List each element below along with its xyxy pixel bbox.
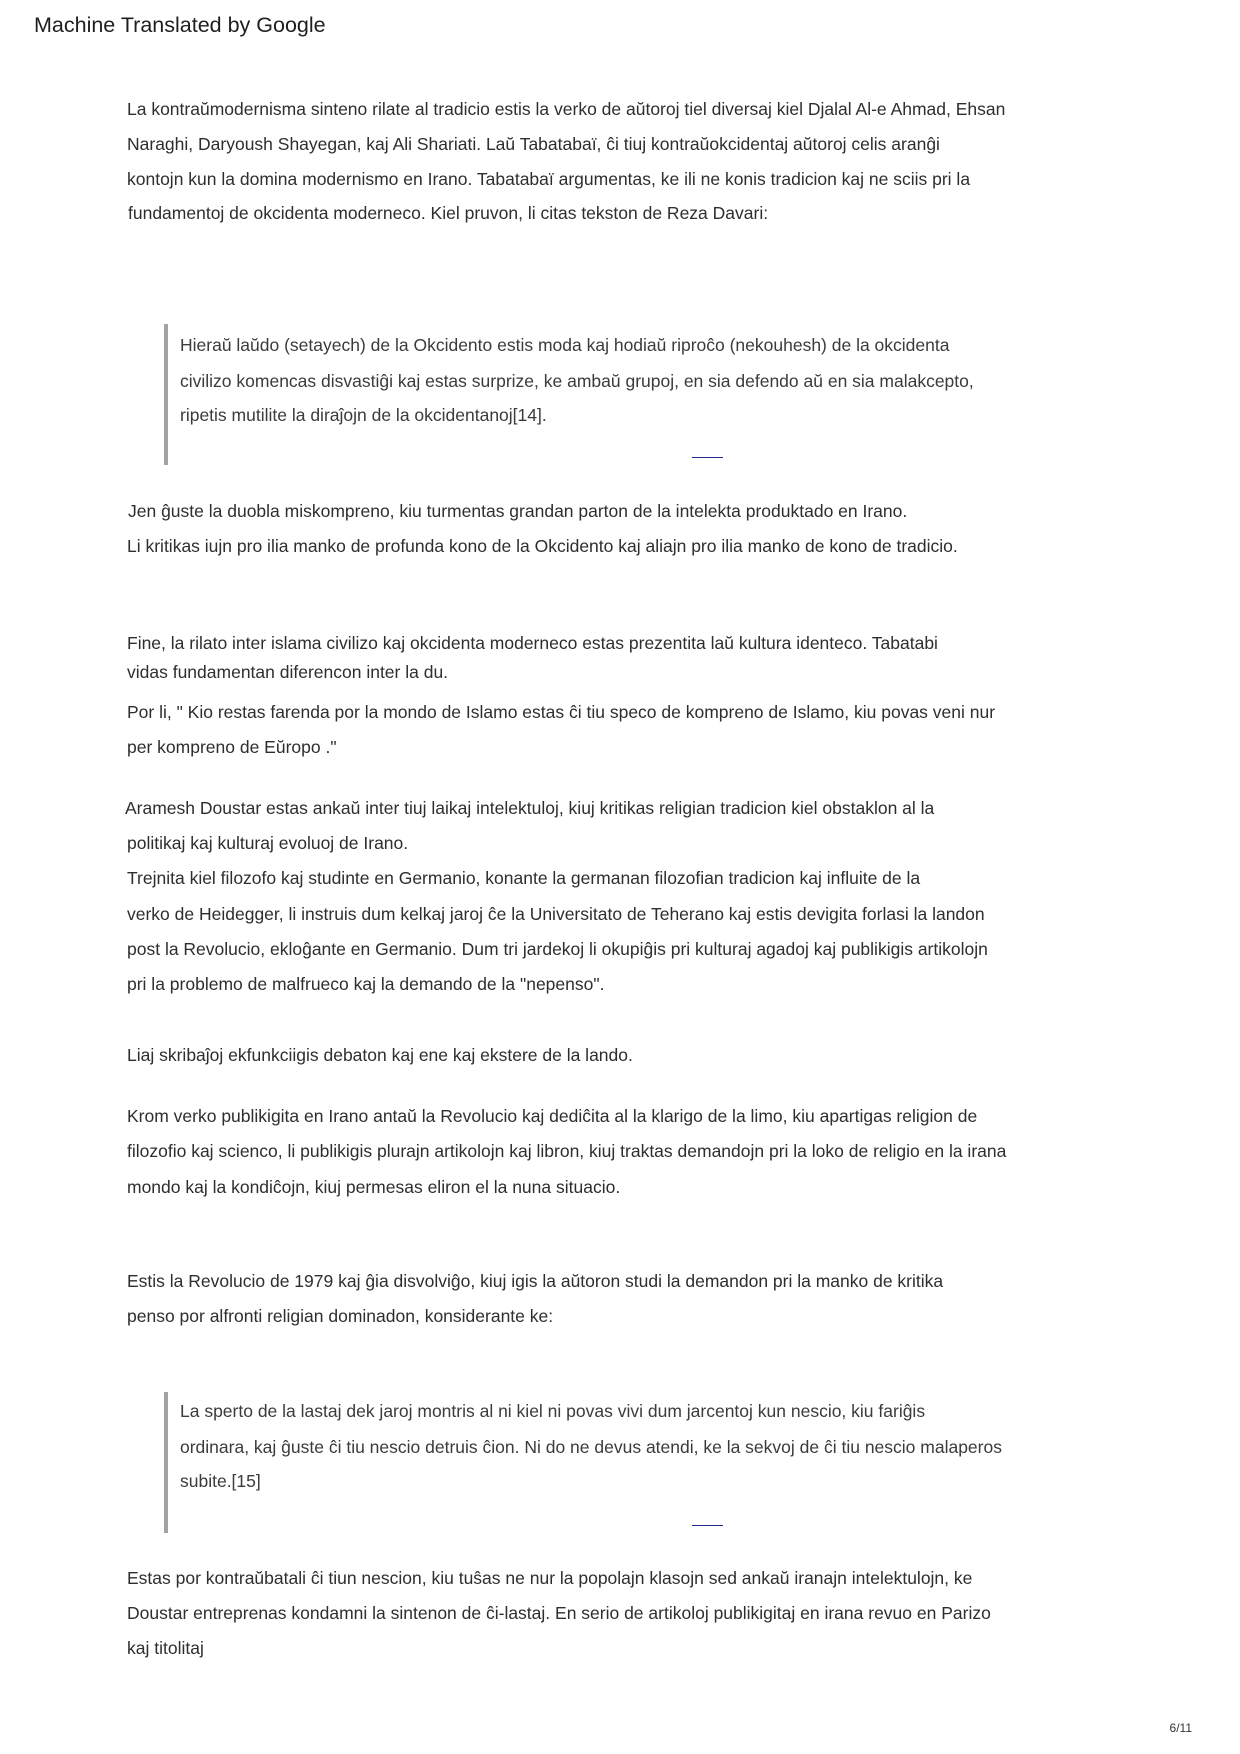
paragraph-line: Fine, la rilato inter islama civilizo kaj okcidenta moderneco estas prezentita laŭ kultura identeco. Tabatabi	[127, 633, 938, 653]
quote-line: La sperto de la lastaj dek jaroj montris al ni kiel ni povas vivi dum jarcentoj kun nescio, kiu fariĝis	[180, 1401, 926, 1421]
quote-line: ordinara, kaj ĝuste ĉi tiu nescio detruis ĉion. Ni do ne devus atendi, ke la sekvoj de ĉi tiu nescio malaperos	[180, 1437, 1002, 1457]
paragraph-line: Liaj skribaĵoj ekfunkciigis debaton kaj ene kaj ekstere de la lando.	[127, 1045, 633, 1065]
page-number: 6/11	[1169, 1721, 1192, 1735]
paragraph-line: mondo kaj la kondiĉojn, kiuj permesas eliron el la nuna situacio.	[127, 1177, 621, 1197]
paragraph-line: kaj titolitaj	[127, 1638, 204, 1658]
paragraph-line: Jen ĝuste la duobla miskompreno, kiu turmentas grandan parton de la intelekta produktado en Irano.	[128, 501, 908, 521]
paragraph-line: Estas por kontraŭbatali ĉi tiun nescion, kiu tuŝas ne nur la popolajn klasojn sed ankaŭ iranajn intelektulojn, ke	[127, 1568, 973, 1588]
paragraph-line: Li kritikas iujn pro ilia manko de profunda kono de la Okcidento kaj aliajn pro ilia manko de kono de tradicio.	[127, 536, 958, 556]
paragraph-line: Trejnita kiel filozofo kaj studinte en Germanio, konante la germanan filozofian tradicion kaj influite de la	[127, 868, 921, 888]
paragraph-line: Por li, " Kio restas farenda por la mondo de Islamo estas ĉi tiu speco de kompreno de Islamo, kiu povas veni nur	[127, 702, 996, 722]
quote-line: subite.[15]	[180, 1471, 261, 1491]
paragraph-line: fundamentoj de okcidenta moderneco. Kiel pruvon, li citas tekston de Reza Davari:	[128, 203, 769, 223]
paragraph-line: Doustar entreprenas kondamni la sintenon de ĉi-lastaj. En serio de artikoloj publikigitaj en irana revuo en Parizo	[127, 1603, 991, 1623]
paragraph-line: verko de Heidegger, li instruis dum kelkaj jaroj ĉe la Universitato de Teherano kaj estis devigita forlasi la landon	[127, 904, 985, 924]
paragraph-line: filozofio kaj scienco, li publikigis plurajn artikolojn kaj libron, kiuj traktas demandojn pri la loko de religio en la irana	[127, 1141, 1007, 1161]
blockquote-bar	[164, 1392, 168, 1533]
paragraph-line: Aramesh Doustar estas ankaŭ inter tiuj laikaj intelektuloj, kiuj kritikas religian tradicion kiel obstaklon al la	[125, 798, 935, 818]
quote-line: ripetis mutilite la diraĵojn de la okcidentanoj[14].	[180, 405, 547, 425]
blockquote-bar	[164, 324, 168, 465]
paragraph-line: per kompreno de Eŭropo ."	[127, 737, 337, 757]
footnote-link[interactable]	[692, 1525, 723, 1526]
paragraph-line: vidas fundamentan diferencon inter la du.	[127, 662, 449, 682]
footnote-link[interactable]	[692, 457, 723, 458]
machine-translation-banner: Machine Translated by Google	[34, 13, 326, 37]
quote-line: Hieraŭ laŭdo (setayech) de la Okcidento estis moda kaj hodiaŭ riproĉo (nekouhesh) de la okcidenta	[180, 335, 950, 355]
paragraph-line: post la Revolucio, ekloĝante en Germanio. Dum tri jardekoj li okupiĝis pri kulturaj agadoj kaj publikigis artikolojn	[127, 939, 988, 959]
quote-line: civilizo komencas disvastiĝi kaj estas surprize, ke ambaŭ grupoj, en sia defendo aŭ en sia malakcepto,	[180, 371, 974, 391]
paragraph-line: kontojn kun la domina modernismo en Irano. Tabatabaï argumentas, ke ili ne konis tradicion kaj ne sciis pri la	[127, 169, 971, 189]
paragraph-line: La kontraŭmodernisma sinteno rilate al tradicio estis la verko de aŭtoroj tiel diversaj kiel Djalal Al-e Ahmad, Ehsan	[127, 99, 1006, 119]
paragraph-line: Krom verko publikigita en Irano antaŭ la Revolucio kaj dediĉita al la klarigo de la limo, kiu apartigas religion de	[127, 1106, 978, 1126]
paragraph-line: Estis la Revolucio de 1979 kaj ĝia disvolviĝo, kiuj igis la aŭtoron studi la demandon pri la manko de kritika	[127, 1271, 944, 1291]
paragraph-line: politikaj kaj kulturaj evoluoj de Irano.	[127, 833, 409, 853]
paragraph-line: Naraghi, Daryoush Shayegan, kaj Ali Shariati. Laŭ Tabatabaï, ĉi tiuj kontraŭokcidentaj aŭtoroj celis aranĝi	[127, 134, 940, 154]
paragraph-line: penso por alfronti religian dominadon, konsiderante ke:	[127, 1306, 554, 1326]
paragraph-line: pri la problemo de malfrueco kaj la demando de la "nepenso".	[127, 974, 605, 994]
